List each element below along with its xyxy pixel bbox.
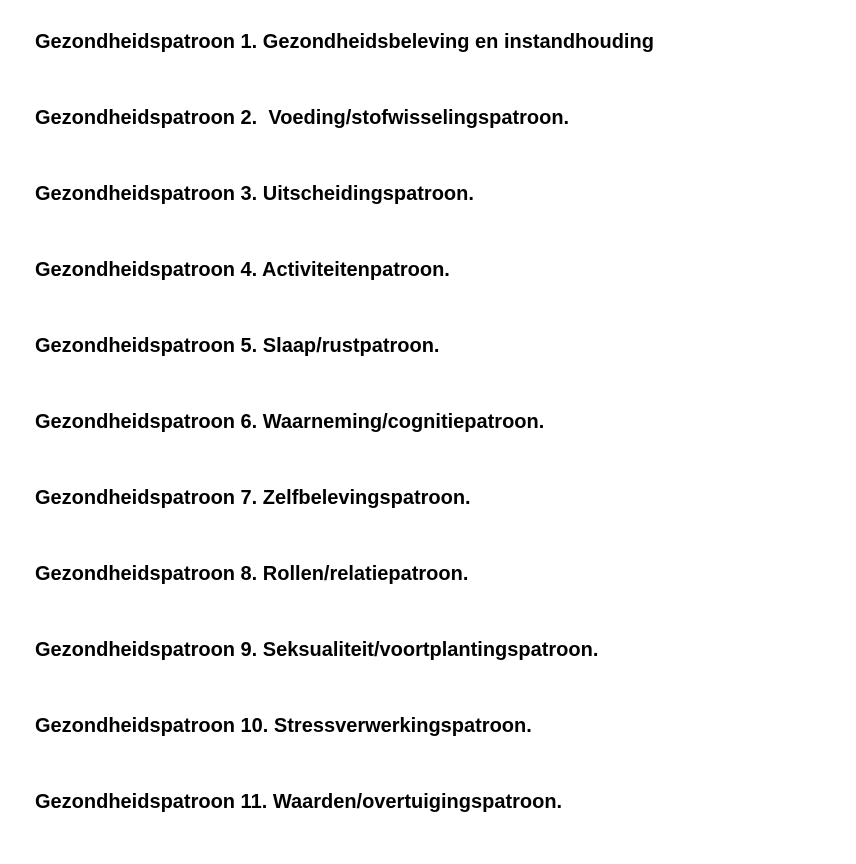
health-pattern-item-4: Gezondheidspatroon 4. Activiteitenpatroon. [35, 259, 450, 281]
health-pattern-item-1: Gezondheidspatroon 1. Gezondheidsbeleving en instandhouding [35, 31, 654, 53]
health-pattern-item-5: Gezondheidspatroon 5. Slaap/rustpatroon. [35, 335, 440, 357]
health-pattern-item-10: Gezondheidspatroon 10. Stressverwerkingspatroon. [35, 715, 532, 737]
health-pattern-item-3: Gezondheidspatroon 3. Uitscheidingspatroon. [35, 183, 474, 205]
health-pattern-item-11: Gezondheidspatroon 11. Waarden/overtuigingspatroon. [35, 791, 563, 813]
health-pattern-item-7: Gezondheidspatroon 7. Zelfbelevingspatroon. [35, 487, 471, 509]
health-pattern-item-6: Gezondheidspatroon 6. Waarneming/cognitiepatroon. [35, 411, 545, 433]
health-pattern-item-2: Gezondheidspatroon 2. Voeding/stofwisselingspatroon. [35, 107, 570, 129]
health-pattern-list [35, 28, 835, 864]
health-pattern-item-9: Gezondheidspatroon 9. Seksualiteit/voortplantingspatroon. [35, 639, 599, 661]
health-pattern-item-8: Gezondheidspatroon 8. Rollen/relatiepatroon. [35, 563, 469, 585]
